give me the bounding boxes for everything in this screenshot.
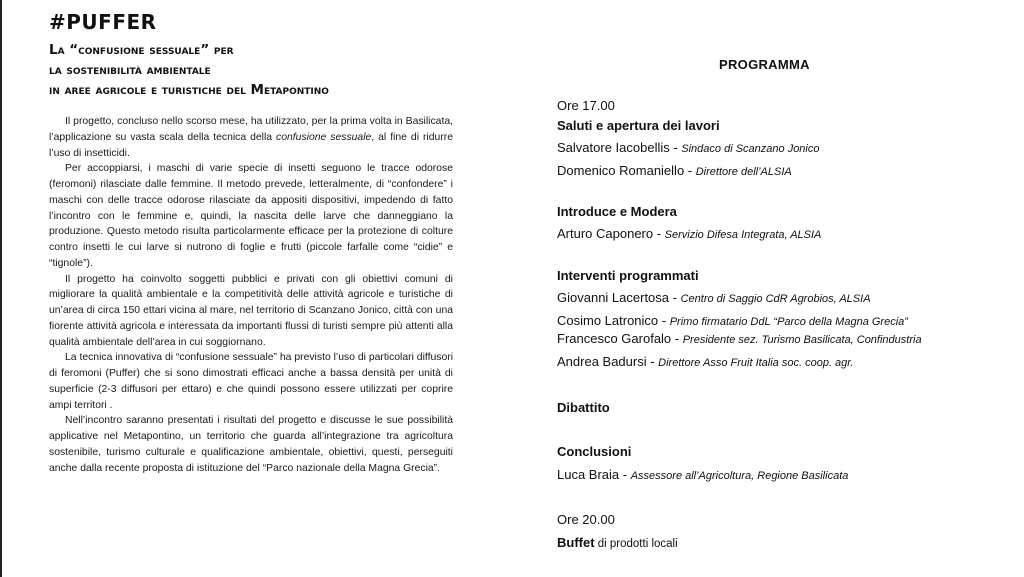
speaker-row <box>557 140 820 155</box>
subtitle-line-2: la sostenibilità ambientale <box>49 62 211 78</box>
paragraph-5: Nell’incontro saranno presentati i risultati del progetto e discusse le sue possibilità applicative nel Metapontino, un territorio che guarda all’integrazione tra agricoltura sostenibile, turismo culturale e qualificazione ambientale, obiettivi, questi, perseguiti anche dalla recente proposta di istituzione del “Parco nazionale della Magna Grecia”. <box>49 415 453 474</box>
start-time: Ore 17.00 <box>557 98 615 113</box>
end-time: Ore 20.00 <box>557 512 615 527</box>
speaker-role: Centro di Saggio CdR Agrobios, ALSIA <box>680 293 871 305</box>
speaker-role: Direttore Asso Fruit Italia soc. coop. agr. <box>658 357 854 369</box>
speaker-row <box>557 331 922 346</box>
speaker-name: Francesco Garofalo - <box>557 331 683 346</box>
article-column <box>49 10 453 476</box>
paragraph-1-end: , al fine di ridurre l’uso di insetticidi. <box>49 131 454 159</box>
speaker-name: Giovanni Lacertosa - <box>557 290 681 305</box>
saluti-heading: Saluti e apertura dei lavori <box>557 118 720 133</box>
speaker-row <box>557 163 792 178</box>
left-border-line <box>0 0 2 577</box>
paragraph-4: La tecnica innovativa di “confusione sessuale” ha previsto l’uso di particolari diffusori di feromoni (Puffer) che si sono dimostrati efficaci anche a bassa densità per unità di superficie (2-3 diffusori per ettaro) e che quindi possono essere utilizzati per coprire ampi territori . <box>49 352 453 411</box>
programma-title: PROGRAMMA <box>719 57 810 72</box>
speaker-role: Servizio Difesa Integrata, ALSIA <box>664 229 822 241</box>
speaker-name: Domenico Romaniello - <box>557 163 696 178</box>
interventi-heading: Interventi programmati <box>557 268 699 283</box>
speaker-role: Primo firmatario DdL “Parco della Magna Grecia” <box>669 316 908 328</box>
speaker-name: Luca Braia - <box>557 467 631 482</box>
speaker-name: Andrea Badursi - <box>557 354 659 369</box>
hashtag-title: #PUFFER <box>49 10 157 34</box>
conclusioni-heading: Conclusioni <box>557 444 632 459</box>
speaker-role: Assessore all’Agricoltura, Regione Basilicata <box>630 470 849 482</box>
speaker-row <box>557 226 821 241</box>
speaker-row <box>557 354 854 369</box>
paragraph-1-start: Il progetto, concluso nello scorso mese, ha utilizzato, per la prima volta in Basilicata, l’applicazione su vasta scala della tecnica della <box>49 116 453 143</box>
speaker-row <box>557 313 908 328</box>
speaker-name: Arturo Caponero - <box>557 226 665 241</box>
speaker-role: Presidente sez. Turismo Basilicata, Confindustria <box>682 334 922 346</box>
paragraph-1-emphasis: confusione sessuale <box>276 131 372 143</box>
article-body <box>49 114 453 476</box>
buffet-label: Buffet <box>557 535 595 550</box>
paragraph-1 <box>49 114 453 161</box>
speaker-role: Direttore dell’ALSIA <box>695 166 792 178</box>
dibattito-heading: Dibattito <box>557 400 610 415</box>
subtitle-line-1: La “confusione sessuale” per <box>49 42 234 58</box>
introduce-heading: Introduce e Modera <box>557 204 677 219</box>
speaker-row <box>557 467 848 482</box>
speaker-name: Cosimo Latronico - <box>557 313 670 328</box>
speaker-name: Salvatore Iacobellis - <box>557 140 682 155</box>
buffet-description: di prodotti locali <box>594 538 678 550</box>
paragraph-2: Per accoppiarsi, i maschi di varie specie di insetti seguono le tracce odorose (feromoni) rilasciate dalle femmine. Il metodo prevede, letteralmente, di “confondere” i maschi con delle tracce odorose rilasciate da appositi dispositivi, impedendo di fatto l’incontro con le femmine e, quindi, la nascita delle larve che danneggiano la produzione. Questo metodo risulta particolarmente efficace per la protezione di colture contro insetti le cui larve si nutrono di foglie e frutti (piccole farfalle come “cidie” e “tignole”). <box>49 163 453 269</box>
paragraph-3: Il progetto ha coinvolto soggetti pubblici e privati con gli obiettivi comuni di migliorare la qualità ambientale e la competitività delle attività agricole e turistiche di un’area di circa 150 ettari vicina al mare, nel territorio di Scanzano Jonico, città con una fiorente attività agricola e interessata da importanti flussi di turisti sempre più attenti alla qualità ambientale dell’area in cui soggiornano. <box>49 273 453 348</box>
buffet-line <box>557 535 678 550</box>
subtitle-line-3: in aree agricole e turistiche del Metapontino <box>49 82 329 98</box>
speaker-row <box>557 290 871 305</box>
speaker-role: Sindaco di Scanzano Jonico <box>681 143 820 155</box>
